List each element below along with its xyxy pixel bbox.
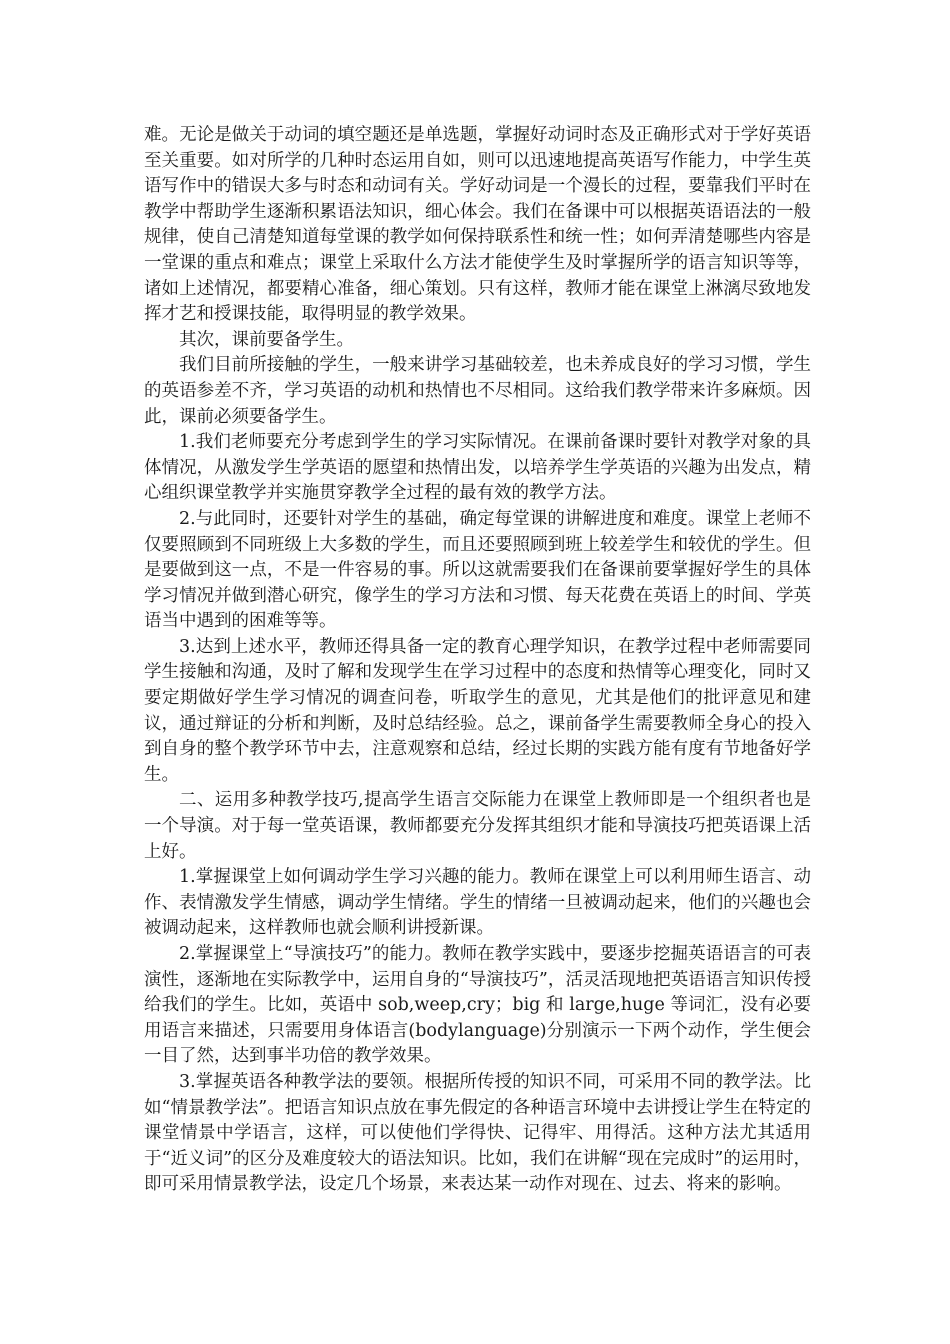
paragraph-students-situation: 我们目前所接触的学生，一般来讲学习基础较差，也未养成良好的学习习惯，学生的英语参差不齐，学习英语的动机和热情也不尽相同。这给我们教学带来许多麻烦。因此，课前必须要备学生。 <box>144 355 811 427</box>
paragraph-skill-1: 1.掌握课堂上如何调动学生学习兴趣的能力。教师在课堂上可以利用师生语言、动作、表情激发学生情感，调动学生情绪。学生的情绪一旦被调动起来，他们的兴趣也会被调动起来，这样教师也就会顺利讲授新课。 <box>144 867 811 939</box>
paragraph-skill-2: 2.掌握课堂上“导演技巧”的能力。教师在教学实践中，要逐步挖掘英语语言的可表演性，逐渐地在实际教学中，运用自身的“导演技巧”，活灵活现地把英语语言知识传授给我们的学生。比如，英语中 sob,weep,cry；big 和 large,huge 等词汇，没有必要用语言来描述，只需要用身体语言(bodylanguage)分别演示一下两个动作，学生便会一目了然，达到事半功倍的教学效果。 <box>144 944 811 1067</box>
paragraph-prepare-students-heading: 其次，课前要备学生。 <box>179 329 354 350</box>
paragraph-point-3: 3.达到上述水平，教师还得具备一定的教育心理学知识，在教学过程中老师需要同学生接触和沟通，及时了解和发现学生在学习过程中的态度和热情等心理变化，同时又要定期做好学生学习情况的调查问卷，听取学生的意见，尤其是他们的批评意见和建议，通过辩证的分析和判断，及时总结经验。总之，课前备学生需要教师全身心的投入到自身的整个教学环节中去，注意观察和总结，经过长期的实践方能有度有节地备好学生。 <box>144 636 811 785</box>
paragraph-continuation: 难。无论是做关于动词的填空题还是单选题，掌握好动词时态及正确形式对于学好英语至关重要。如对所学的几种时态运用自如，则可以迅速地提高英语写作能力，中学生英语写作中的错误大多与时态和动词有关。学好动词是一个漫长的过程，要靠我们平时在教学中帮助学生逐渐积累语法知识，细心体会。我们在备课中可以根据英语语法的一般规律，使自己清楚知道每堂课的教学如何保持联系性和统一性；如何弄清楚哪些内容是一堂课的重点和难点；课堂上采取什么方法才能使学生及时掌握所学的语言知识等等，诸如上述情况，都要精心准备，细心策划。只有这样，教师才能在课堂上淋漓尽致地发挥才艺和授课技能，取得明显的教学效果。 <box>144 125 811 325</box>
document-body <box>144 123 811 1198</box>
paragraph-section-two: 二、运用多种教学技巧,提高学生语言交际能力在课堂上教师即是一个组织者也是一个导演。对于每一堂英语课，教师都要充分发挥其组织才能和导演技巧把英语课上活上好。 <box>144 790 811 862</box>
paragraph-skill-3: 3.掌握英语各种教学法的要领。根据所传授的知识不同，可采用不同的教学法。比如“情景教学法”。把语言知识点放在事先假定的各种语言环境中去讲授让学生在特定的课堂情景中学语言，这样，可以使他们学得快、记得牢、用得活。这种方法尤其适用于“近义词”的区分及难度较大的语法知识。比如，我们在讲解“现在完成时”的运用时，即可采用情景教学法，设定几个场景，来表达某一动作对现在、过去、将来的影响。 <box>144 1071 811 1195</box>
paragraph-point-1: 1.我们老师要充分考虑到学生的学习实际情况。在课前备课时要针对教学对象的具体情况，从激发学生学英语的愿望和热情出发，以培养学生学英语的兴趣为出发点，精心组织课堂教学并实施贯穿教学全过程的最有效的教学方法。 <box>144 432 811 504</box>
paragraph-point-2: 2.与此同时，还要针对学生的基础，确定每堂课的讲解进度和难度。课堂上老师不仅要照顾到不同班级上大多数的学生，而且还要照顾到班上较差学生和较优的学生。但是要做到这一点，不是一件容易的事。所以这就需要我们在备课前要掌握好学生的具体学习情况并做到潜心研究，像学生的学习方法和习惯、每天花费在英语上的时间、学英语当中遇到的困难等等。 <box>144 508 811 632</box>
